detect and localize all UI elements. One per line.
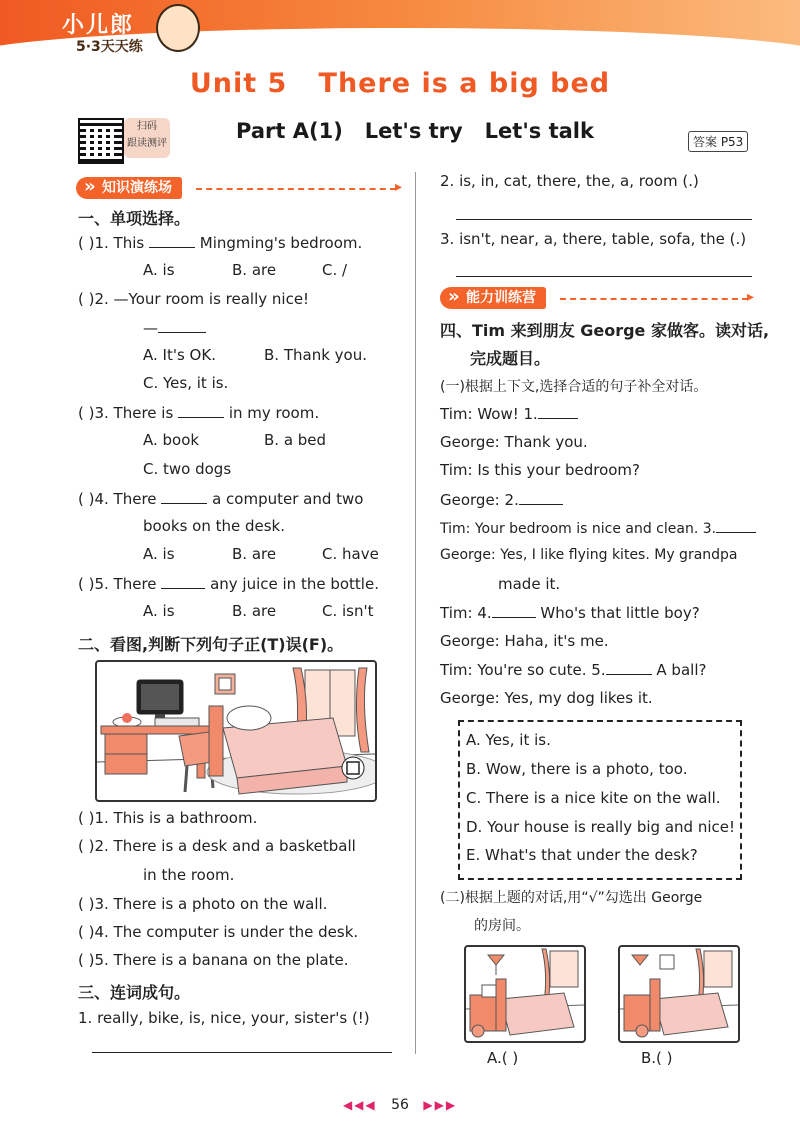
q3-stem [78,403,319,422]
dialog-blank-1[interactable] [538,404,578,419]
dialog-text: Yes, I like flying kites. My grandpa [500,547,738,563]
bedroom-scene-icon [97,662,375,800]
column-divider [415,172,416,1054]
bedroom-illustration [95,660,377,802]
q4-stem [78,489,363,508]
q3-option-b: B. a bed [264,431,327,449]
speaker: Tim: [440,461,473,479]
dialog-text: Your bedroom is nice and clean. 3. [474,521,717,537]
dialog-line-4 [440,490,563,509]
qr-label-line2: 跟读测评 [127,138,167,149]
section-4-heading-cont: 完成题目。 [470,349,551,368]
speaker: Tim: [440,521,471,537]
dialog-text: Is this your bedroom? [477,461,641,479]
q2-response [143,318,206,337]
dialog-text-after: A ball? [656,661,707,679]
dialog-line-5 [440,518,756,537]
dialog-text: 2. [504,491,519,509]
q2-option-b: B. Thank you. [264,346,367,364]
dialog-text: Haha, it's me. [504,632,609,650]
tf-item-5: ( )5. There is a banana on the plate. [78,951,349,969]
section-2-heading: 二、看图,判断下列句子正(T)误(F)。 [78,635,344,654]
speaker: George: [440,491,500,509]
section-4-part-1: (一)根据上下文,选择合适的句子补全对话。 [440,379,708,395]
speaker: Tim: [440,405,473,423]
speaker: George: [440,433,500,451]
dialog-text: Yes, my dog likes it. [504,689,653,707]
section-3-heading: 三、连词成句。 [78,983,191,1002]
q2-blank[interactable] [158,318,206,333]
dialog-text: You're so cute. 5. [477,661,606,679]
q5-blank[interactable] [161,574,205,589]
s3-question-1: 1. really, bike, is, nice, your, sister's (!) [78,1009,370,1027]
q4-option-c: C. have [322,545,379,563]
page-number: 56 [391,1097,409,1113]
s3-question-3: 3. isn't, near, a, there, table, sofa, the (.) [440,230,747,248]
q3-option-a: A. book [143,431,200,449]
dialog-blank-5[interactable] [606,660,652,675]
dialog-blank-4[interactable] [492,603,536,618]
speaker: Tim: [440,661,473,679]
dialog-blank-2[interactable] [519,490,563,505]
section-1-heading: 一、单项选择。 [78,209,191,228]
section-tag-label: 知识演练场 [102,180,172,196]
q3-stem-text: ( )3. There is [78,404,174,422]
tf-item-2-cont: in the room. [143,866,235,884]
tf-item-4: ( )4. The computer is under the desk. [78,923,359,941]
dialog-line-6 [440,547,738,563]
tf-item-1: ( )1. This is a bathroom. [78,809,258,827]
q5-tail: any juice in the bottle. [210,575,379,593]
right-arrows-icon: ▶▶▶ [423,1098,458,1112]
speaker: George: [440,547,496,563]
room-b-scene-icon [620,947,738,1041]
option-b: B. Wow, there is a photo, too. [466,760,688,778]
dialog-line-7: made it. [498,575,561,593]
answer-line-1[interactable] [92,1052,392,1053]
q2-dash: — [143,319,158,337]
part-subtitle: Part A(1) Let's try Let's talk [236,119,594,143]
q4-option-a: A. is [143,545,175,563]
choice-a[interactable]: A.( ) [487,1049,519,1067]
speaker: George: [440,689,500,707]
dialog-line-9 [440,632,609,650]
brand-series: 5·3天天练 [76,39,143,55]
q1-tail: Mingming's bedroom. [199,234,363,252]
dialog-line-3 [440,461,640,479]
tf-item-3: ( )3. There is a photo on the wall. [78,895,328,913]
answer-reference: 答案 P53 [688,131,748,152]
brand-logo: 小儿郎 [62,13,135,38]
speaker: Tim: [440,604,473,622]
section-4-part-2: (二)根据上题的对话,用“√”勾选出 George [440,890,703,906]
q4-tail: a computer and two [212,490,364,508]
qr-label-line1: 扫码 [137,121,157,132]
q4-stem-text: ( )4. There [78,490,157,508]
q2-option-a: A. It's OK. [143,346,216,364]
dialog-line-2 [440,433,588,451]
q4-option-b: B. are [232,545,277,563]
section-4-heading: 四、Tim 来到朋友 George 家做客。读对话, [440,321,770,340]
s3-question-2: 2. is, in, cat, there, the, a, room (.) [440,172,699,190]
unit-title: Unit 5 There is a big bed [189,68,611,99]
section-tag-label: 能力训练营 [466,290,536,306]
q3-blank[interactable] [178,403,224,418]
room-picture-b [618,945,740,1043]
speaker: George: [440,632,500,650]
dialog-text: Thank you. [504,433,588,451]
choice-b[interactable]: B.( ) [641,1049,673,1067]
section-dash-line [560,298,748,300]
room-a-scene-icon [466,947,584,1041]
tf-item-2: ( )2. There is a desk and a basketball [78,837,356,855]
q2-stem: ( )2. —Your room is really nice! [78,290,310,308]
q5-stem [78,574,379,593]
section-4-part-2-cont: 的房间。 [474,918,530,934]
section-tag-ability [440,287,546,309]
dialog-text: Wow! 1. [477,405,538,423]
q5-option-c: C. isn't [322,602,374,620]
q3-tail: in my room. [228,404,320,422]
q4-line2: books on the desk. [143,517,286,535]
dialog-text-after: Who's that little boy? [540,604,700,622]
q1-stem [78,233,362,252]
option-e: E. What's that under the desk? [466,846,698,864]
q1-stem-text: ( )1. This [78,234,145,252]
mascot-icon [156,4,200,52]
answer-line-3[interactable] [456,276,752,277]
answer-line-2[interactable] [456,219,752,220]
q4-blank[interactable] [161,489,207,504]
dialog-line-10 [440,660,706,679]
left-arrows-icon: ◀◀◀ [342,1098,377,1112]
dialog-line-1 [440,404,578,423]
dialog-line-8 [440,603,700,622]
q1-option-b: B. are [232,261,277,279]
page-footer [0,1097,800,1113]
q1-option-c: C. / [322,261,348,279]
q1-blank[interactable] [149,233,195,248]
dialog-line-11 [440,689,653,707]
q5-stem-text: ( )5. There [78,575,157,593]
section-tag-knowledge [76,177,182,199]
option-d: D. Your house is really big and nice! [466,818,735,836]
option-a: A. Yes, it is. [466,731,551,749]
q5-option-b: B. are [232,602,277,620]
q3-option-c: C. two dogs [143,460,232,478]
option-c: C. There is a nice kite on the wall. [466,789,721,807]
dialog-blank-3[interactable] [716,518,756,533]
section-dash-line [196,188,396,190]
q2-option-c: C. Yes, it is. [143,374,229,392]
room-picture-a [464,945,586,1043]
q5-option-a: A. is [143,602,175,620]
q1-option-a: A. is [143,261,175,279]
dialog-text: 4. [477,604,492,622]
